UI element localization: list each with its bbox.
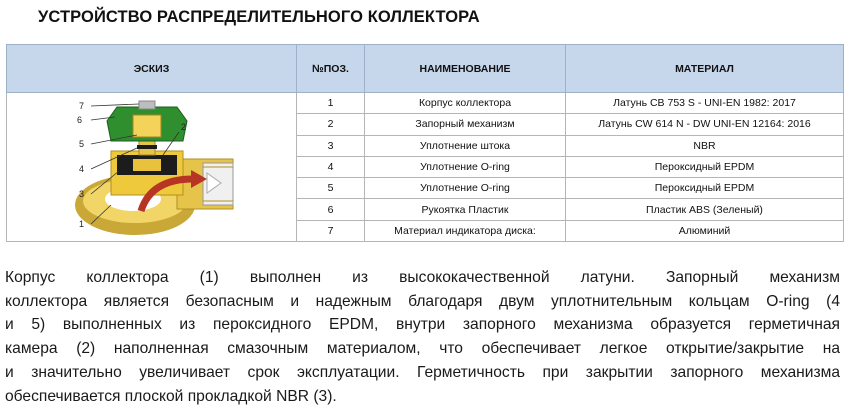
paragraph-line: и значительно увеличивает срок эксплуатации. Герметичность при закрытии запорного механизма bbox=[5, 363, 840, 381]
row-pos: 7 bbox=[297, 220, 365, 241]
row-name: Уплотнение штока bbox=[365, 135, 566, 156]
header-sketch: ЭСКИЗ bbox=[7, 45, 297, 93]
callout-4: 4 bbox=[79, 164, 85, 174]
description-paragraph bbox=[5, 266, 840, 408]
header-position: №ПОЗ. bbox=[297, 45, 365, 93]
row-name: Запорный механизм bbox=[365, 114, 566, 135]
callout-3: 3 bbox=[79, 189, 85, 199]
callout-6: 6 bbox=[77, 115, 83, 125]
header-material: МАТЕРИАЛ bbox=[566, 45, 844, 93]
page-title: УСТРОЙСТВО РАСПРЕДЕЛИТЕЛЬНОГО КОЛЛЕКТОРА bbox=[38, 8, 480, 26]
row-pos: 2 bbox=[297, 114, 365, 135]
row-pos: 4 bbox=[297, 156, 365, 177]
sketch-cell bbox=[7, 93, 297, 242]
row-pos: 1 bbox=[297, 93, 365, 114]
paragraph-line: Корпус коллектора (1) выполнен из высококачественной латуни. Запорный механизм bbox=[5, 269, 840, 286]
paragraph-line: и 5) выполненных из пероксидного EPDM, внутри запорного механизма образуется герметичная bbox=[5, 316, 840, 334]
row-material: Латунь CB 753 S - UNI-EN 1982: 2017 bbox=[566, 93, 844, 114]
collector-cutaway-illustration bbox=[7, 93, 297, 241]
row-pos: 3 bbox=[297, 135, 365, 156]
row-material: Латунь CW 614 N - DW UNI-EN 12164: 2016 bbox=[566, 114, 844, 135]
header-name: НАИМЕНОВАНИЕ bbox=[365, 45, 566, 93]
callout-5: 5 bbox=[79, 139, 85, 149]
callout-7: 7 bbox=[79, 101, 85, 111]
row-name: Рукоятка Пластик bbox=[365, 199, 566, 220]
paragraph-line: камера (2) наполненная смазочным материалом, что обеспечивает легкое открытие/закрытие на bbox=[5, 340, 840, 358]
row-name: Материал индикатора диска: bbox=[365, 220, 566, 241]
row-name: Уплотнение O-ring bbox=[365, 156, 566, 177]
row-name: Уплотнение O-ring bbox=[365, 178, 566, 199]
row-material: Пероксидный EPDM bbox=[566, 156, 844, 177]
paragraph-line: обеспечивается плоской прокладкой NBR (3). bbox=[5, 387, 337, 405]
row-material: Алюминий bbox=[566, 220, 844, 241]
row-name: Корпус коллектора bbox=[365, 93, 566, 114]
o-ring-4 bbox=[137, 145, 157, 149]
row-material: NBR bbox=[566, 135, 844, 156]
component-table bbox=[6, 44, 844, 242]
row-pos: 5 bbox=[297, 178, 365, 199]
callout-2: 2 bbox=[181, 122, 187, 132]
row-material: Пластик ABS (Зеленый) bbox=[566, 199, 844, 220]
callout-1: 1 bbox=[79, 219, 85, 229]
table-header-row bbox=[7, 45, 844, 93]
table-row bbox=[7, 93, 844, 114]
row-pos: 6 bbox=[297, 199, 365, 220]
row-material: Пероксидный EPDM bbox=[566, 178, 844, 199]
indicator-disk bbox=[139, 101, 155, 109]
paragraph-line: коллектора является безопасным и надежным благодаря двум уплотнительным кольцам O-ring (4 bbox=[5, 292, 840, 310]
